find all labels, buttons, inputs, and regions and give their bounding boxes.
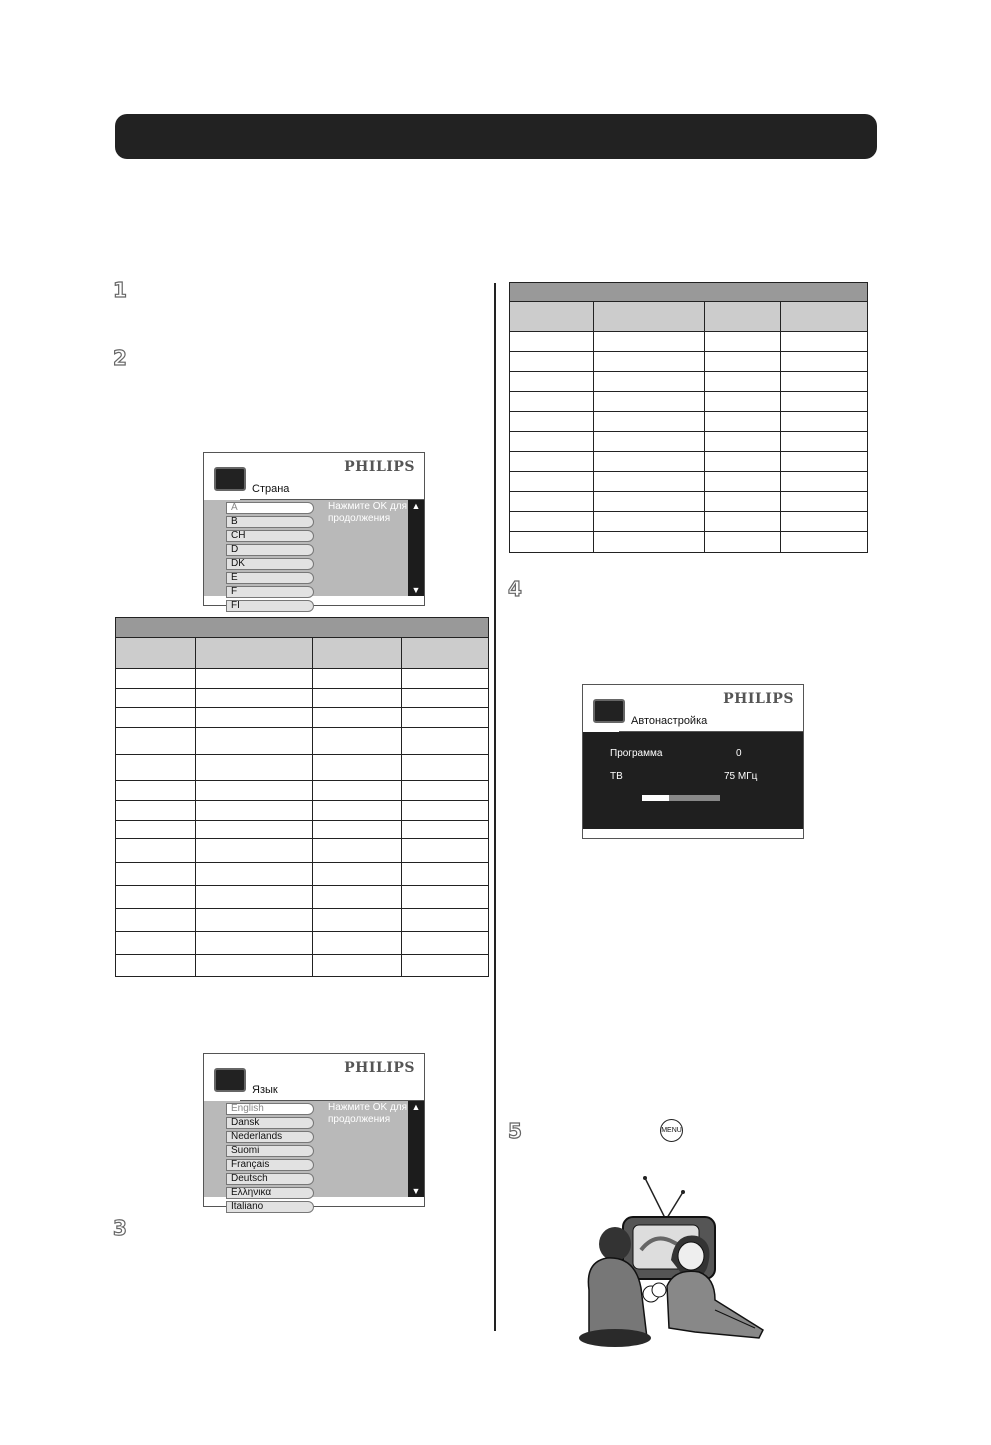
country-item[interactable]: E [226,572,314,584]
step-number-1: 1 [113,278,127,302]
table-row [116,755,489,781]
scroll-up-icon[interactable]: ▲ [411,1102,421,1112]
country-item[interactable]: A [226,502,314,514]
tv-icon [214,467,246,491]
osd-hint: Нажмите OK для продолжения [328,501,408,524]
step-number-5: 5 [508,1119,522,1143]
table-row [116,955,489,977]
osd-language-panel [203,1053,425,1212]
scroll-down-icon[interactable]: ▼ [411,585,421,595]
table-row [510,432,868,452]
table-row [510,452,868,472]
table-row [510,352,868,372]
country-item[interactable]: FI [226,600,314,612]
scrollbar[interactable] [408,1101,424,1197]
table-row [116,708,489,728]
program-label: Программа [610,748,663,759]
osd-caption: Автонастройка [631,715,708,727]
table-column-header [196,638,313,669]
table-row [116,863,489,886]
table-header [116,618,489,638]
menu-button-icon: MENU [660,1119,683,1142]
language-item[interactable]: Italiano [226,1201,314,1213]
language-item[interactable]: Français [226,1159,314,1171]
language-item[interactable]: Suomi [226,1145,314,1157]
table-row [116,689,489,708]
country-item[interactable]: F [226,586,314,598]
tv-frequency-value: 75 МГц [724,771,758,782]
osd-autotune-body [583,732,803,829]
couple-watching-tv-illustration [575,1170,775,1350]
table-row [510,492,868,512]
program-value: 0 [736,748,742,759]
table-row [116,932,489,955]
philips-logo: PHILIPS [344,459,415,475]
table-row [116,886,489,909]
philips-logo: PHILIPS [723,691,794,707]
country-item[interactable]: D [226,544,314,556]
language-list [226,1101,314,1213]
table-row [116,781,489,801]
table-row [510,512,868,532]
tv-icon [593,699,625,723]
table-row [116,839,489,863]
language-item[interactable]: Dansk [226,1117,314,1129]
table-column-header [510,302,594,332]
step-number-4: 4 [508,577,522,601]
osd-country-panel [203,452,425,611]
table-row [116,728,489,755]
table-column-header [705,302,781,332]
country-item[interactable]: CH [226,530,314,542]
osd-autotune-panel [582,684,804,839]
country-list [226,500,314,612]
table-row [510,392,868,412]
table-row [510,332,868,352]
tv-icon [214,1068,246,1092]
language-item[interactable]: Ελληνικα [226,1187,314,1199]
table-column-header [313,638,402,669]
table-row [510,412,868,432]
progress-fill [642,795,669,801]
scroll-up-icon[interactable]: ▲ [411,501,421,511]
left-table [115,617,489,977]
table-row [116,909,489,932]
table-row [116,669,489,689]
country-item[interactable]: DK [226,558,314,570]
language-item[interactable]: Deutsch [226,1173,314,1185]
language-item[interactable]: English [226,1103,314,1115]
osd-caption: Страна [252,483,290,495]
table-column-header [781,302,868,332]
language-item[interactable]: Nederlands [226,1131,314,1143]
progress-bar [642,795,720,801]
right-table [509,282,868,553]
page-title-bar [115,114,877,159]
table-header [510,283,868,302]
country-item[interactable]: B [226,516,314,528]
scroll-down-icon[interactable]: ▼ [411,1186,421,1196]
table-row [510,472,868,492]
osd-list-area [204,500,424,611]
table-column-header [594,302,705,332]
step-number-3: 3 [113,1216,127,1240]
tv-label: ТВ [610,771,623,782]
table-column-header [116,638,196,669]
scrollbar[interactable] [408,500,424,596]
step-number-2: 2 [113,346,127,370]
osd-hint: Нажмите OK для продолжения [328,1102,408,1125]
osd-caption: Язык [252,1084,278,1096]
table-column-header [402,638,489,669]
osd-list-area [204,1101,424,1212]
table-row [116,821,489,839]
table-row [510,532,868,553]
philips-logo: PHILIPS [344,1060,415,1076]
table-row [116,801,489,821]
column-divider [494,283,496,1331]
table-row [510,372,868,392]
